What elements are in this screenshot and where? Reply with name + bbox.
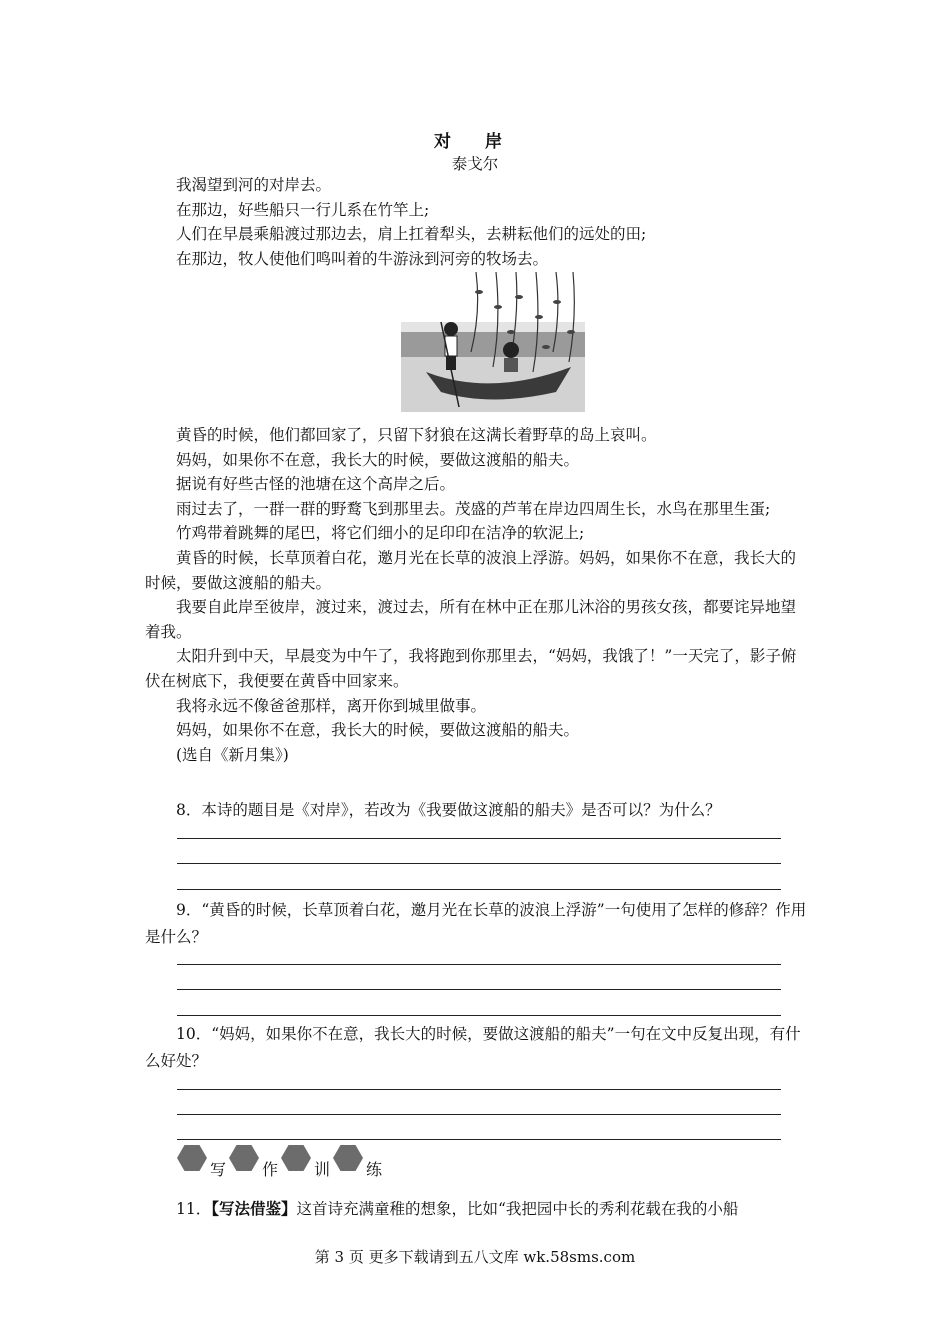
hexagon-icon xyxy=(333,1145,363,1171)
answer-line[interactable] xyxy=(177,838,781,839)
poem-line: 黄昏的时候，长草顶着白花，邀月光在长草的波浪上浮游。妈妈，如果你不在意，我长大的时候，要做这渡船的船夫。 xyxy=(145,548,797,592)
question-10 xyxy=(145,1021,810,1075)
poem-line: 妈妈，如果你不在意，我长大的时候，要做这渡船的船夫。 xyxy=(176,721,580,740)
poem-line: 在那边，牧人使他们鸣叫着的牛游泳到河旁的牧场去。 xyxy=(176,249,549,268)
poem-line: 在那边，好些船只一行儿系在竹竿上; xyxy=(176,200,430,219)
stanza-2 xyxy=(145,423,810,767)
hexagon-icon xyxy=(281,1145,311,1171)
answer-line[interactable] xyxy=(177,989,781,990)
answer-line[interactable] xyxy=(177,1015,781,1016)
poem-line: 妈妈，如果你不在意，我长大的时候，要做这渡船的船夫。 xyxy=(176,450,580,469)
boat-children-illustration-icon xyxy=(401,272,585,412)
poem-line: 据说有好些古怪的池塘在这个高岸之后。 xyxy=(176,475,456,494)
section-char: 训 xyxy=(314,1160,331,1179)
poem-source: (选自《新月集》) xyxy=(176,745,289,764)
answer-line[interactable] xyxy=(177,1114,781,1115)
hexagon-icon xyxy=(177,1145,207,1171)
section-char: 作 xyxy=(262,1160,279,1179)
writing-training-header xyxy=(177,1143,497,1177)
stanza-1 xyxy=(145,173,810,271)
poem-line: 雨过去了，一群一群的野鹜飞到那里去。茂盛的芦苇在岸边四周生长，水鸟在那里生蛋; xyxy=(176,499,771,518)
poem-line: 太阳升到中天，早晨变为中午了，我将跑到你那里去，“妈妈，我饿了！”一天完了，影子俯伏在树底下，我便要在黄昏中回家来。 xyxy=(145,647,797,690)
poem-line: 我要自此岸至彼岸，渡过来，渡过去，所有在林中正在那儿沐浴的男孩女孩，都要诧异地望着我。 xyxy=(145,598,797,641)
poem-author: 泰戈尔 xyxy=(451,155,499,173)
question-text: 8．本诗的题目是《对岸》，若改为《我要做这渡船的船夫》是否可以？为什么？ xyxy=(176,801,721,819)
question-11 xyxy=(145,1195,810,1223)
poem-line: 黄昏的时候，他们都回家了，只留下豺狼在这满长着野草的岛上哀叫。 xyxy=(176,426,657,444)
poem-line: 人们在早晨乘船渡过那边去，肩上扛着犁头，去耕耘他们的远处的田; xyxy=(176,225,647,244)
question-number: 11． xyxy=(176,1200,212,1218)
question-body: 这首诗充满童稚的想象，比如“我把园中长的秀利花载在我的小船 xyxy=(296,1200,739,1218)
question-text: 9．“黄昏的时候，长草顶着白花，邀月光在长草的波浪上浮游”一句使用了怎样的修辞？作用是什么？ xyxy=(145,901,807,946)
poem-line: 竹鸡带着跳舞的尾巴，将它们细小的足印印在洁净的软泥上; xyxy=(176,524,585,543)
answer-line[interactable] xyxy=(177,889,781,890)
poem-line: 我将永远不像爸爸那样，离开你到城里做事。 xyxy=(176,696,487,715)
question-text: 10．“妈妈，如果你不在意，我长大的时候，要做这渡船的船夫”一句在文中反复出现，有什么好处？ xyxy=(145,1025,801,1070)
boat-illustration-svg xyxy=(401,272,585,412)
section-char: 写 xyxy=(210,1160,227,1179)
question-8 xyxy=(145,797,810,824)
answer-line[interactable] xyxy=(177,964,781,965)
hexagon-icon xyxy=(229,1145,259,1171)
answer-line[interactable] xyxy=(177,863,781,864)
answer-line[interactable] xyxy=(177,1139,781,1140)
page-footer: 第 3 页 更多下载请到五八文库 wk.58sms.com xyxy=(314,1248,636,1266)
answer-line[interactable] xyxy=(177,1089,781,1090)
question-9 xyxy=(145,897,810,951)
question-label: 【写法借鉴】 xyxy=(211,1199,297,1218)
section-char: 练 xyxy=(366,1160,383,1179)
poem-title: 对 岸 xyxy=(434,132,516,152)
question-text xyxy=(145,1195,810,1223)
poem-line: 我渴望到河的对岸去。 xyxy=(176,176,332,194)
